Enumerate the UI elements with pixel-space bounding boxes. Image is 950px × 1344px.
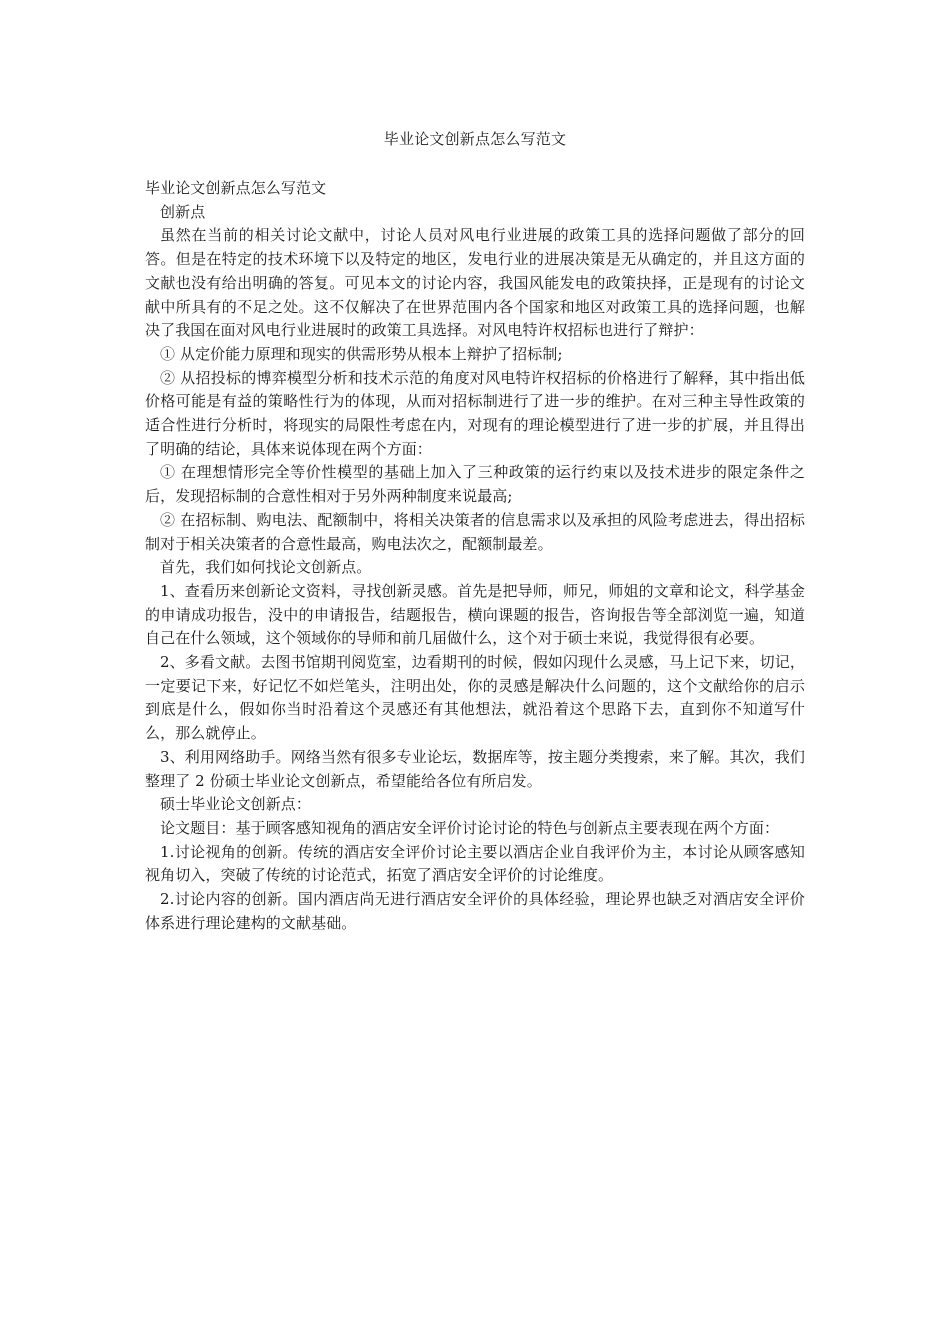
paragraph-list-item: ① 从定价能力原理和现实的供需形势从根本上辩护了招标制; (160, 344, 563, 363)
paragraph-list-item: ① 在理想情形完全等价性模型的基础上加入了三种政策的运行约束以及技术进步的限定条件之后，发现招标制的合意性相对于另外两种制度来说最高; (145, 463, 805, 506)
paragraph-numbered-item: 1、查看历来创新论文资料，寻找创新灵感。首先是把导师，师兄，师姐的文章和论文，科学基金的申请成功报告，没中的申请报告，结题报告，横向课题的报告，咨询报告等全部浏览一遍，知道自己在什么领域，这个领域你的导师和前几届做什么，这个对于硕士来说，我觉得很有必要。 (145, 581, 805, 648)
paragraph-numbered-item: 2、多看文献。去图书馆期刊阅览室，边看期刊的时候，假如闪现什么灵感，马上记下来，切记，一定要记下来，好记忆不如烂笔头，注明出处，你的灵感是解决什么问题的，这个文献给你的启示到底是什么，假如你当时沿着这个灵感还有其他想法，就沿着这个思路下去，直到你不知道写什么，那么就停止。 (145, 653, 805, 743)
paragraph-numbered-item: 1.讨论视角的创新。传统的酒店安全评价讨论主要以酒店企业自我评价为主，本讨论从顾客感知视角切入，突破了传统的讨论范式，拓宽了酒店安全评价的讨论维度。 (145, 842, 805, 885)
paragraph-subheading: 硕士毕业论文创新点： (160, 795, 312, 814)
paragraph: 虽然在当前的相关讨论文献中，讨论人员对风电行业进展的政策工具的选择问题做了部分的回答。但是在特定的技术环境下以及特定的地区，发电行业的进展决策是无从确定的，并且这方面的文献也没有给出明确的答复。可见本文的讨论内容，我国风能发电的政策抉择，正是现有的讨论文献中所具有的不足之处。这不仅解决了在世界范围内各个国家和地区对政策工具的选择问题，也解决了我国在面对风电行业进展时的政策工具选择。对风电特许权招标也进行了辩护： (145, 226, 805, 340)
paragraph-list-item: ② 从招投标的博弈模型分析和技术示范的角度对风电特许权招标的价格进行了解释，其中指出低价格可能是有益的策略性行为的体现，从而对招标制进行了进一步的维护。在对三种主导性政策的适合性进行分析时，将现实的局限性考虑在内，对现有的理论模型进行了进一步的扩展，并且得出了明确的结论，具体来说体现在两个方面： (145, 368, 805, 458)
paragraph-numbered-item: 2.讨论内容的创新。国内酒店尚无进行酒店安全评价的具体经验，理论界也缺乏对酒店安全评价体系进行理论建构的文献基础。 (145, 890, 805, 932)
paragraph-list-item: ② 在招标制、购电法、配额制中，将相关决策者的信息需求以及承担的风险考虑进去，得出招标制对于相关决策者的合意性最高，购电法次之，配额制最差。 (145, 510, 805, 553)
paragraph-heading: 毕业论文创新点怎么写范文 (145, 179, 327, 197)
document-body (145, 177, 805, 936)
paragraph: 论文题目：基于顾客感知视角的酒店安全评价讨论讨论的特色与创新点主要表现在两个方面： (160, 818, 780, 837)
paragraph: 首先，我们如何找论文创新点。 (160, 558, 372, 577)
paragraph-numbered-item: 3、利用网络助手。网络当然有很多专业论坛，数据库等，按主题分类搜索，来了解。其次，我们整理了 2 份硕士毕业论文创新点，希望能给各位有所启发。 (145, 747, 805, 790)
paragraph-section-title: 创新点 (160, 202, 206, 221)
document-title: 毕业论文创新点怎么写范文 (383, 130, 567, 148)
